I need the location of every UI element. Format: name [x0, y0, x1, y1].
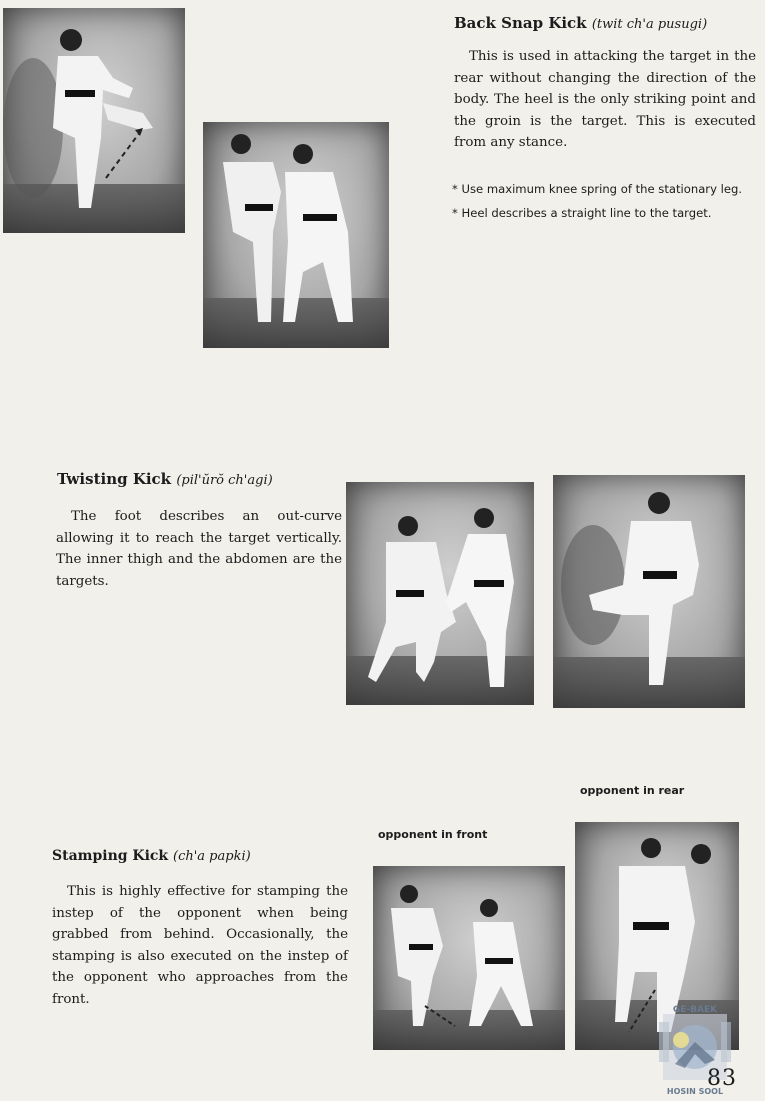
back-snap-kick-notes	[452, 180, 757, 228]
twisting-kick-description	[56, 506, 342, 592]
page-number: 83	[707, 1066, 737, 1091]
figures-stamping-front-pair	[373, 866, 565, 1050]
photo-twisting-kick-partner	[346, 482, 534, 705]
figure-kicking-back	[3, 8, 185, 233]
caption-opponent-in-front: opponent in front	[378, 828, 488, 841]
caption-opponent-in-rear: opponent in rear	[580, 784, 685, 797]
back-snap-kick-paragraph: This is used in attacking the target in the rear without changing the direction of the body. The heel is the only striking point and the groin is the target. This is executed from any stance.	[454, 49, 756, 150]
twisting-kick-paragraph: The foot describes an out-curve allowing it to reach the target vertically. The inner thigh and the abdomen are the targets.	[56, 509, 342, 589]
stamping-kick-description	[52, 881, 348, 1010]
photo-twisting-kick-solo	[553, 475, 745, 708]
svg-text:GE-BAEK: GE-BAEK	[672, 1005, 718, 1015]
back-snap-kick-description	[454, 46, 756, 154]
back-snap-kick-heading: Back Snap Kick	[454, 14, 587, 32]
twisting-kick-title	[57, 470, 273, 488]
note-item: * Heel describes a straight line to the target.	[452, 206, 712, 220]
stamping-kick-title	[52, 848, 251, 864]
stamping-kick-heading: Stamping Kick	[52, 848, 169, 864]
photo-stamping-kick-front	[373, 866, 565, 1050]
photo-back-snap-kick-partner	[203, 122, 389, 348]
back-snap-kick-title	[454, 14, 707, 32]
svg-text:HOSIN SOOL: HOSIN SOOL	[666, 1087, 724, 1096]
photo-back-snap-kick-solo	[3, 8, 185, 233]
figures-back-snap-kick-pair	[203, 122, 389, 348]
stamping-kick-romanization: (ch'a papki)	[173, 849, 251, 864]
twisting-kick-heading: Twisting Kick	[57, 470, 172, 488]
note-item: * Use maximum knee spring of the stationary leg.	[452, 182, 743, 196]
figure-twisting-kick-solo	[553, 475, 745, 708]
figures-twisting-kick-pair	[346, 482, 534, 705]
stamping-kick-paragraph: This is highly effective for stamping the instep of the opponent when being grabbed from behind. Occasionally, the stamping is also executed on the instep of the opponent who approaches from the front.	[52, 884, 348, 1007]
back-snap-kick-romanization: (twit ch'a pusugi)	[591, 17, 708, 32]
twisting-kick-romanization: (pil'ŭrŏ ch'agi)	[176, 473, 273, 488]
